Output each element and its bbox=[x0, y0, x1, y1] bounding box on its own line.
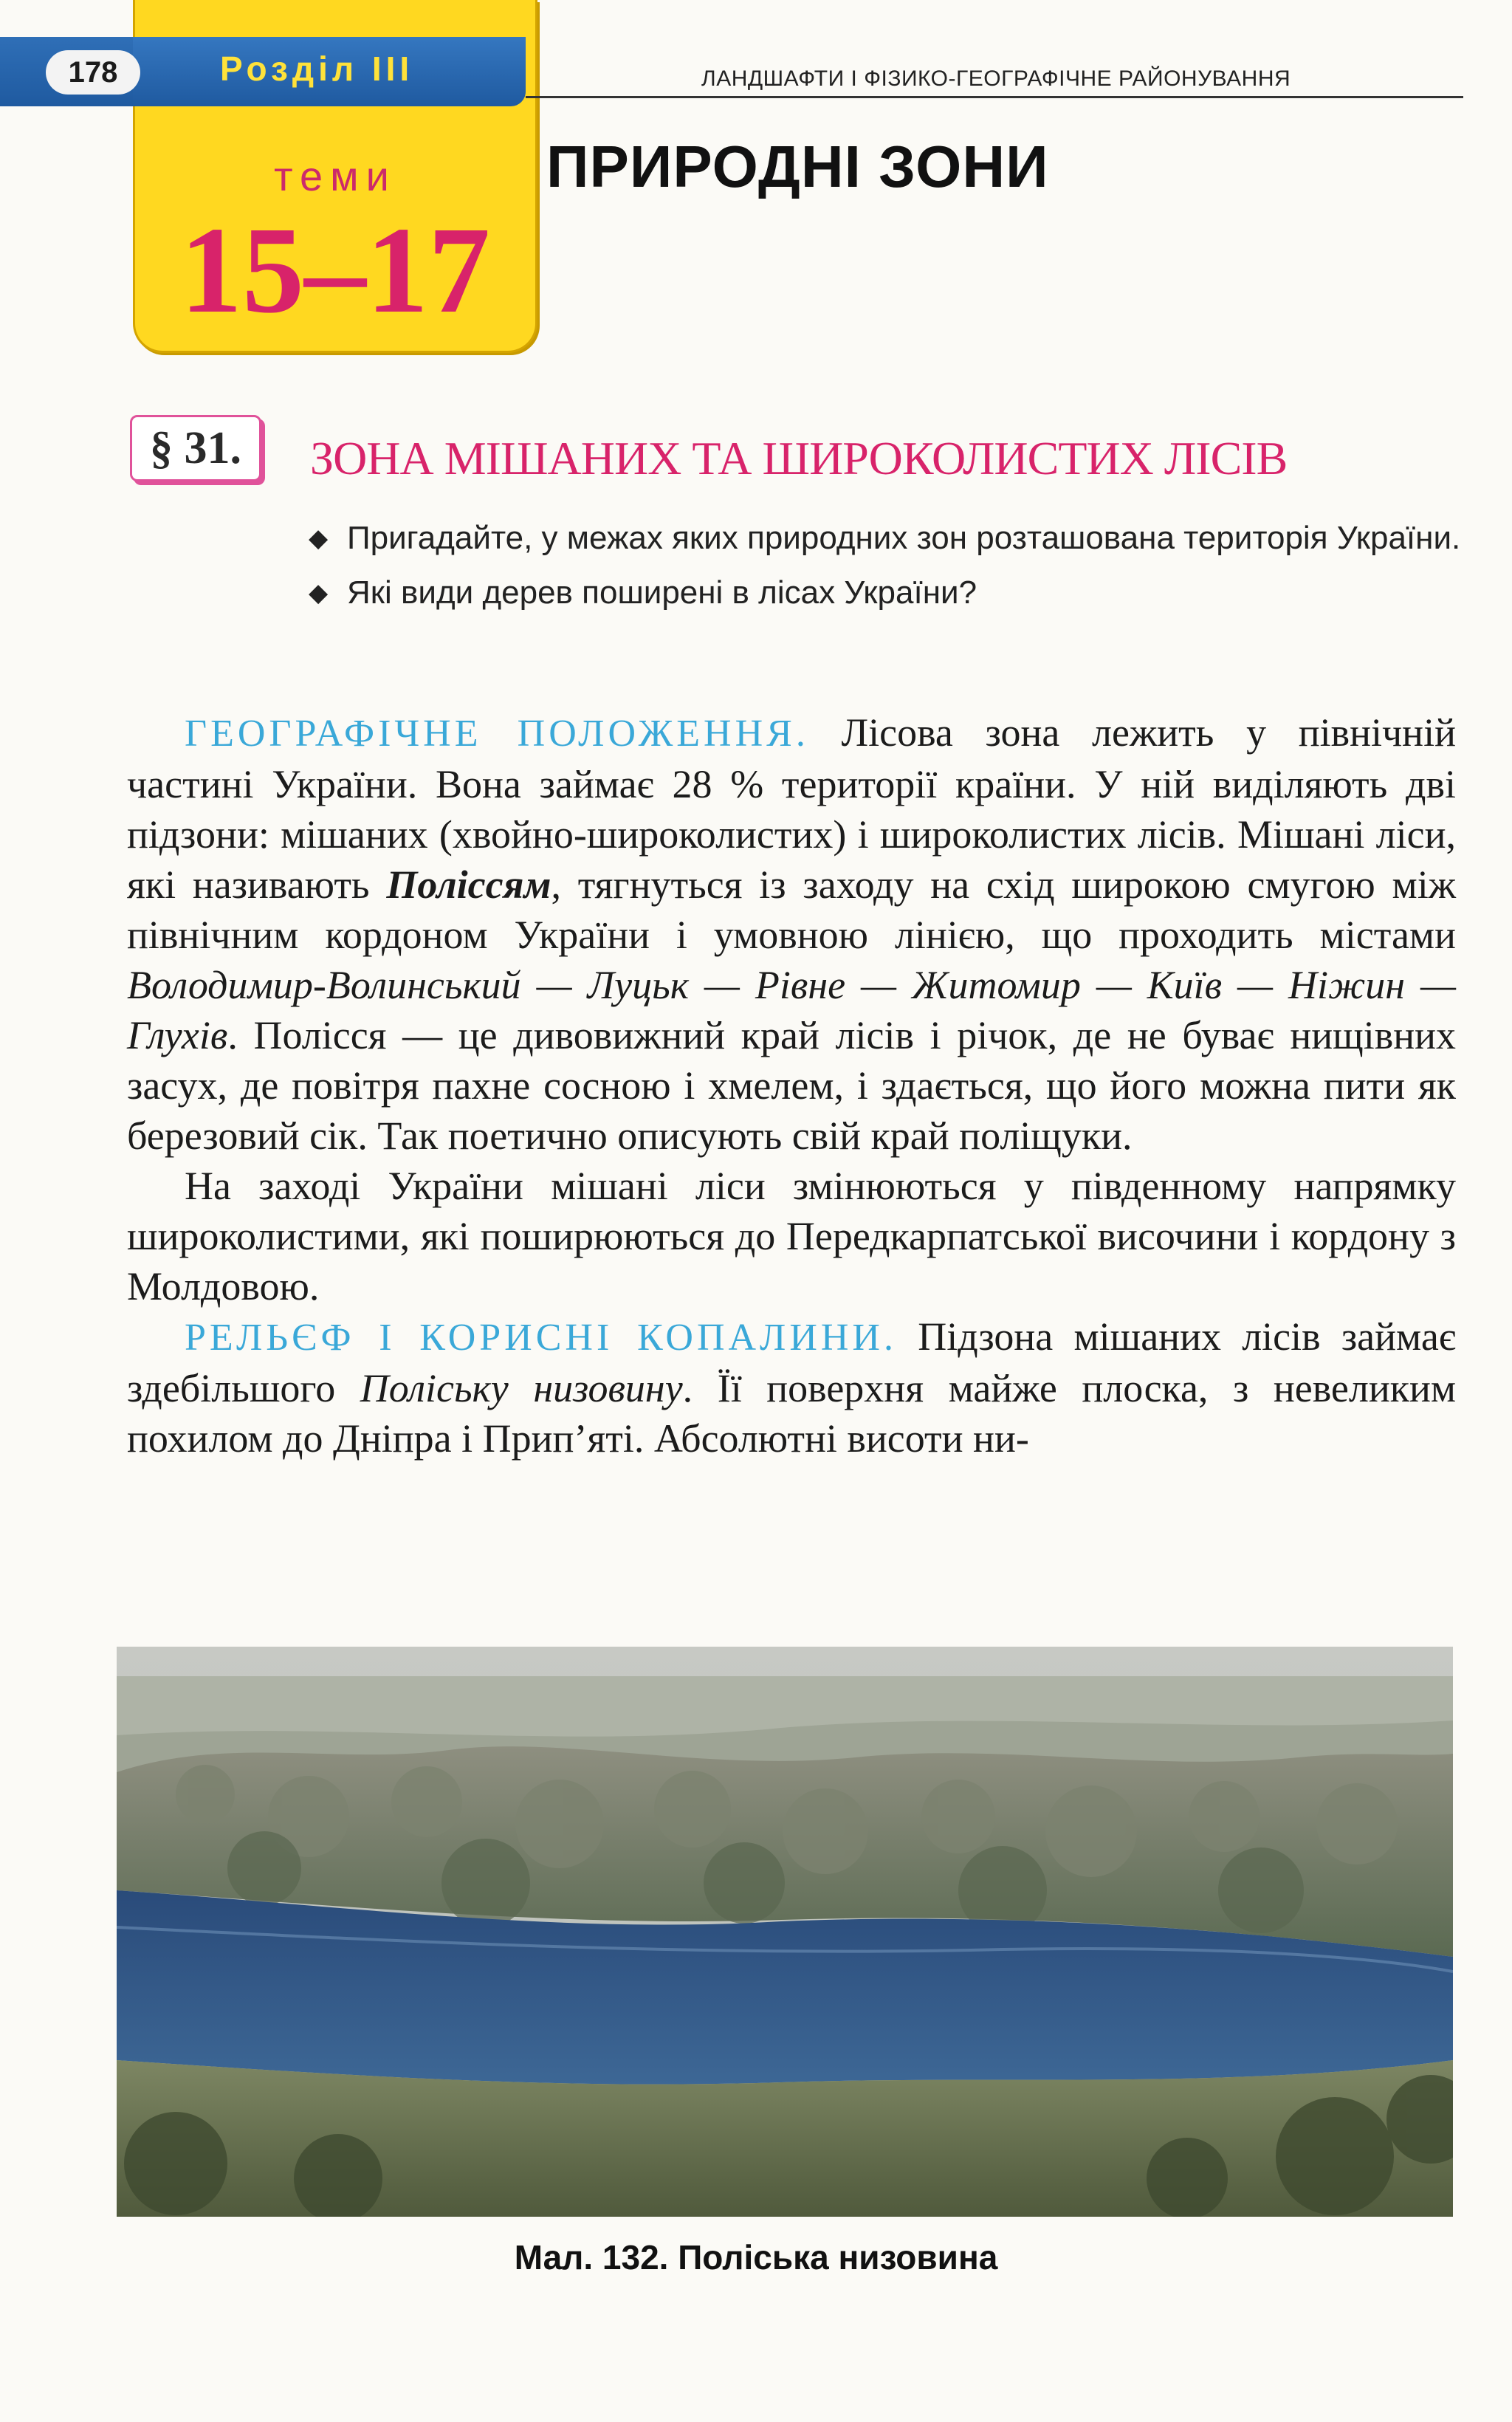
paragraph-geographic-position: ГЕОГРАФІЧНЕ ПОЛОЖЕННЯ. Лісова зона лежить у північній частині України. Вона займає 28 % території країни. У ній виділяють дві підзони: мішаних (хвойно-широколистих) і широколистих лісів. Мішані ліси, які називають Поліссям, тягнуться із заходу на схід широкою смугою між північним кордоном України і умовною лінією, що проходить містами Володимир-Волинський — Луцьк — Рівне — Житомир — Київ — Ніжин — Глухів. Полісся — це дивовижний край лісів і річок, де не буває нищівних засух, де повітря пахне сосною і хмелем, і здається, що його можна пити як березовий сік. Так поетично описують свій край поліщуки. bbox=[127, 710, 1457, 1158]
diamond-bullet-icon: ◆ bbox=[309, 524, 329, 552]
header-rule bbox=[526, 96, 1463, 98]
body-text bbox=[127, 707, 1456, 1464]
term: Поліссям bbox=[386, 862, 551, 907]
paragraph-west: На заході України мішані ліси змінюються у південному напрямку широколистими, які поширюються до Передкарпатської височини і кордону з Молдовою. bbox=[127, 1164, 1456, 1308]
figure-caption: Мал. 132. Поліська низовина bbox=[514, 2238, 998, 2277]
term: Поліську низовину bbox=[360, 1366, 683, 1410]
diamond-bullet-icon: ◆ bbox=[309, 579, 329, 607]
lead-heading: ГЕОГРАФІЧНЕ ПОЛОЖЕННЯ. bbox=[185, 713, 809, 755]
page-number: 178 bbox=[46, 50, 140, 95]
review-questions bbox=[309, 515, 1475, 625]
lead-heading: РЕЛЬЄФ І КОРИСНІ КОПАЛИНИ. bbox=[185, 1317, 897, 1359]
question-item: ◆ Пригадайте, у межах яких природних зон розташована територія України. bbox=[309, 515, 1475, 561]
landscape-photo bbox=[117, 1647, 1453, 2217]
paragraph-number: § 31. bbox=[130, 415, 261, 481]
chapter-title: ПРИРОДНІ ЗОНИ bbox=[546, 134, 1049, 199]
polissia-lowland-illustration bbox=[117, 1647, 1453, 2217]
topics-label: теми bbox=[274, 153, 396, 199]
running-title: ЛАНДШАФТИ І ФІЗИКО-ГЕОГРАФІЧНЕ РАЙОНУВАННЯ bbox=[701, 66, 1291, 91]
paragraph-title: ЗОНА МІШАНИХ ТА ШИРОКОЛИСТИХ ЛІСІВ bbox=[310, 432, 1288, 484]
city-list: Володимир-Волинський — Луцьк — Рівне — Житомир — Київ — Ніжин — Глухів bbox=[127, 963, 1456, 1057]
paragraph-relief: РЕЛЬЄФ І КОРИСНІ КОПАЛИНИ. Підзона мішаних лісів займає здебільшого Поліську низовину. Її поверхня майже плоска, з невеликим похилом до Дніпра і Прип’яті. Абсолютні висоти ни- bbox=[127, 1314, 1457, 1461]
question-item: ◆ Які види дерев поширені в лісах України? bbox=[309, 570, 1475, 616]
topics-range: 15–17 bbox=[180, 202, 490, 339]
section-label: Розділ III bbox=[220, 49, 414, 88]
